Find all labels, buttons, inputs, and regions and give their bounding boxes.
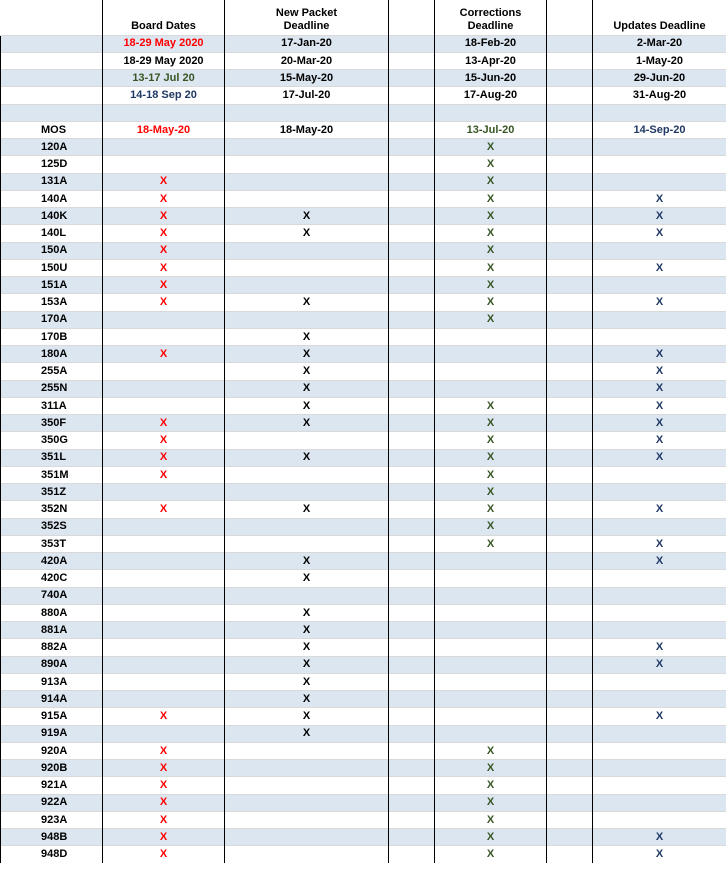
corrections-deadline: 18-Feb-20 [435,35,547,52]
mark-col-2: X [225,294,389,311]
mark-col-4: X [593,535,726,552]
mark-col-3 [435,604,547,621]
mark-col-2: X [225,553,389,570]
mos-row [1,846,726,863]
mark-col-3: X [435,846,547,863]
mos-row [1,294,726,311]
mos-code: 180A [1,346,103,363]
mark-col-2: X [225,725,389,742]
mark-col-2: X [225,708,389,725]
mark-col-2 [225,742,389,759]
mark-col-3: X [435,794,547,811]
mark-col-3 [435,553,547,570]
mos-row [1,725,726,742]
mark-col-3 [435,380,547,397]
mark-col-1 [103,553,225,570]
mark-col-1: X [103,742,225,759]
mark-col-3: X [435,225,547,242]
mark-col-2 [225,139,389,156]
mark-col-4: X [593,656,726,673]
mark-col-1 [103,691,225,708]
mark-col-4 [593,173,726,190]
mos-code: 948D [1,846,103,863]
mark-col-2 [225,311,389,328]
mark-col-2 [225,587,389,604]
mark-col-3 [435,639,547,656]
mark-col-1: X [103,708,225,725]
mark-col-3: X [435,466,547,483]
mos-row [1,639,726,656]
mark-col-4: X [593,225,726,242]
mos-code: 120A [1,139,103,156]
mos-code: 919A [1,725,103,742]
mark-col-4: X [593,501,726,518]
mark-col-1 [103,484,225,501]
mos-code: 420C [1,570,103,587]
mos-row [1,777,726,794]
mos-row [1,242,726,259]
mos-code: 913A [1,673,103,690]
mos-code: 350G [1,432,103,449]
board-date: 18-29 May 2020 [103,52,225,69]
mark-col-3: X [435,173,547,190]
mark-col-2: X [225,656,389,673]
mark-col-3: X [435,501,547,518]
mark-col-3 [435,346,547,363]
mark-col-4: X [593,449,726,466]
mark-col-3: X [435,742,547,759]
mark-col-4 [593,777,726,794]
board-date: 18-29 May 2020 [103,35,225,52]
mark-col-2 [225,190,389,207]
mos-row [1,604,726,621]
mark-col-4 [593,328,726,345]
mos-code: 915A [1,708,103,725]
mos-code: 140A [1,190,103,207]
mark-col-4 [593,518,726,535]
board-date: 13-17 Jul 20 [103,70,225,87]
mark-col-1: X [103,415,225,432]
mos-code: 311A [1,397,103,414]
spacer-row [1,104,726,121]
mark-col-2: X [225,570,389,587]
updates-deadline: 31-Aug-20 [593,87,726,104]
mark-col-1 [103,139,225,156]
mark-col-3: X [435,777,547,794]
mos-code: 881A [1,622,103,639]
mark-col-1: X [103,346,225,363]
mark-col-3 [435,587,547,604]
mark-col-2 [225,760,389,777]
mos-code: 170A [1,311,103,328]
mos-code: 923A [1,811,103,828]
mos-row [1,484,726,501]
mark-col-4 [593,139,726,156]
mark-col-2 [225,484,389,501]
mos-row [1,501,726,518]
mark-col-3: X [435,484,547,501]
mos-row [1,415,726,432]
mos-header-date-2: 18-May-20 [225,121,389,138]
mark-col-4 [593,311,726,328]
mark-col-1: X [103,242,225,259]
mark-col-1: X [103,794,225,811]
mark-col-2: X [225,691,389,708]
mos-header-label: MOS [1,121,103,138]
mark-col-3 [435,708,547,725]
mark-col-2 [225,829,389,846]
header-updates-deadline: Updates Deadline [593,0,726,35]
mos-row [1,466,726,483]
mark-col-4 [593,760,726,777]
mark-col-1 [103,518,225,535]
mark-col-3 [435,673,547,690]
mos-code: 255A [1,363,103,380]
mark-col-3: X [435,190,547,207]
mos-row [1,553,726,570]
mos-row [1,535,726,552]
mark-col-4: X [593,346,726,363]
mos-code: 151A [1,277,103,294]
mark-col-3: X [435,277,547,294]
mark-col-2 [225,259,389,276]
mark-col-2: X [225,328,389,345]
mos-code: 921A [1,777,103,794]
mark-col-1 [103,622,225,639]
mark-col-2 [225,277,389,294]
packet-deadline: 17-Jan-20 [225,35,389,52]
mark-col-4: X [593,190,726,207]
mark-col-1 [103,328,225,345]
mark-col-2 [225,432,389,449]
mark-col-2 [225,794,389,811]
mark-col-3: X [435,397,547,414]
updates-deadline: 1-May-20 [593,52,726,69]
mark-col-2: X [225,346,389,363]
mark-col-3: X [435,535,547,552]
mos-code: 140K [1,208,103,225]
mos-code: 140L [1,225,103,242]
mark-col-3: X [435,156,547,173]
mark-col-4 [593,691,726,708]
mos-code: 125D [1,156,103,173]
mos-code: 351M [1,466,103,483]
mark-col-4 [593,811,726,828]
mark-col-3: X [435,311,547,328]
mos-code: 352N [1,501,103,518]
packet-deadline: 17-Jul-20 [225,87,389,104]
mos-row [1,225,726,242]
mos-code: 131A [1,173,103,190]
mark-col-4: X [593,363,726,380]
mark-col-4: X [593,208,726,225]
mark-col-2: X [225,604,389,621]
board-row [1,87,726,104]
mark-col-2: X [225,415,389,432]
mark-col-1 [103,570,225,587]
mark-col-1: X [103,259,225,276]
mark-col-2: X [225,449,389,466]
mark-col-2: X [225,380,389,397]
mark-col-3 [435,656,547,673]
board-row [1,35,726,52]
mos-row [1,311,726,328]
mark-col-2 [225,811,389,828]
mark-col-2 [225,242,389,259]
mos-row [1,811,726,828]
header-row [1,0,726,35]
mos-code: 153A [1,294,103,311]
mark-col-4 [593,156,726,173]
mos-row [1,708,726,725]
mos-row [1,570,726,587]
mark-col-4 [593,725,726,742]
mark-col-1: X [103,501,225,518]
mark-col-4: X [593,259,726,276]
mos-code: 914A [1,691,103,708]
mark-col-2: X [225,225,389,242]
mos-code: 352S [1,518,103,535]
mark-col-3: X [435,518,547,535]
mark-col-1 [103,156,225,173]
mos-code: 948B [1,829,103,846]
updates-deadline: 29-Jun-20 [593,70,726,87]
mark-col-1: X [103,208,225,225]
mos-code: 255N [1,380,103,397]
mark-col-1: X [103,277,225,294]
mos-code: 920A [1,742,103,759]
mos-code: 150A [1,242,103,259]
mark-col-1 [103,311,225,328]
mos-row [1,346,726,363]
corrections-deadline: 15-Jun-20 [435,70,547,87]
updates-deadline: 2-Mar-20 [593,35,726,52]
mark-col-3 [435,328,547,345]
mos-row [1,190,726,207]
mark-col-2 [225,846,389,863]
mos-code: 740A [1,587,103,604]
mos-row [1,587,726,604]
header-board-dates: Board Dates [103,0,225,35]
mark-col-4 [593,673,726,690]
mark-col-3: X [435,208,547,225]
mos-row [1,794,726,811]
mos-row [1,760,726,777]
mark-col-1 [103,639,225,656]
mark-col-2: X [225,622,389,639]
mos-code: 880A [1,604,103,621]
mark-col-1 [103,725,225,742]
mark-col-4 [593,742,726,759]
mark-col-3 [435,363,547,380]
mos-code: 351Z [1,484,103,501]
mos-row [1,173,726,190]
board-date: 14-18 Sep 20 [103,87,225,104]
mark-col-1: X [103,846,225,863]
mos-code: 351L [1,449,103,466]
board-row [1,70,726,87]
mark-col-1 [103,656,225,673]
mark-col-1: X [103,190,225,207]
mark-col-1: X [103,760,225,777]
mark-col-2 [225,466,389,483]
mos-row [1,139,726,156]
mos-row [1,449,726,466]
mark-col-2 [225,156,389,173]
mark-col-3: X [435,811,547,828]
mark-col-2 [225,518,389,535]
mos-code: 890A [1,656,103,673]
mos-code: 420A [1,553,103,570]
mark-col-4: X [593,553,726,570]
mos-row [1,691,726,708]
mark-col-1: X [103,225,225,242]
mark-col-3: X [435,294,547,311]
mos-row [1,363,726,380]
mos-row [1,742,726,759]
mos-row [1,328,726,345]
mos-code: 920B [1,760,103,777]
mark-col-1: X [103,777,225,794]
mos-row [1,259,726,276]
mark-col-2: X [225,501,389,518]
mark-col-1 [103,397,225,414]
mark-col-2: X [225,639,389,656]
mark-col-1: X [103,294,225,311]
mark-col-3: X [435,242,547,259]
mos-code: 882A [1,639,103,656]
mark-col-1 [103,587,225,604]
mark-col-4: X [593,639,726,656]
mark-col-2: X [225,363,389,380]
mark-col-4: X [593,432,726,449]
mark-col-4: X [593,846,726,863]
mark-col-4 [593,484,726,501]
mark-col-4 [593,794,726,811]
mos-header-date-1: 18-May-20 [103,121,225,138]
mark-col-3: X [435,449,547,466]
packet-deadline: 15-May-20 [225,70,389,87]
mark-col-1 [103,604,225,621]
mark-col-4: X [593,294,726,311]
mos-code: 922A [1,794,103,811]
mark-col-2 [225,173,389,190]
mark-col-2: X [225,673,389,690]
mark-col-4 [593,570,726,587]
mark-col-3 [435,691,547,708]
corrections-deadline: 13-Apr-20 [435,52,547,69]
mos-code: 170B [1,328,103,345]
mark-col-1: X [103,173,225,190]
mos-row [1,673,726,690]
corrections-deadline: 17-Aug-20 [435,87,547,104]
mark-col-4 [593,242,726,259]
packet-deadline: 20-Mar-20 [225,52,389,69]
mark-col-4: X [593,708,726,725]
mark-col-3: X [435,829,547,846]
mark-col-4: X [593,380,726,397]
mark-col-1: X [103,466,225,483]
mark-col-1 [103,363,225,380]
header-corrections-deadline: Corrections Deadline [435,0,547,35]
mark-col-1: X [103,811,225,828]
mark-col-1 [103,535,225,552]
mark-col-2 [225,777,389,794]
mark-col-3: X [435,432,547,449]
mark-col-3 [435,725,547,742]
header-new-packet-deadline: New Packet Deadline [225,0,389,35]
mos-row [1,277,726,294]
mos-row [1,656,726,673]
mark-col-4: X [593,415,726,432]
mos-row [1,518,726,535]
mos-row [1,208,726,225]
mos-row [1,397,726,414]
mos-row [1,156,726,173]
mark-col-1 [103,380,225,397]
mark-col-1: X [103,432,225,449]
mark-col-1: X [103,449,225,466]
mark-col-4 [593,604,726,621]
mark-col-2 [225,535,389,552]
mos-code: 353T [1,535,103,552]
mark-col-2: X [225,208,389,225]
mark-col-3: X [435,760,547,777]
mark-col-3: X [435,415,547,432]
mark-col-3 [435,570,547,587]
mos-code: 150U [1,259,103,276]
mark-col-4 [593,466,726,483]
mark-col-4: X [593,397,726,414]
mark-col-1 [103,673,225,690]
mos-row [1,432,726,449]
mos-row [1,622,726,639]
mos-header-row [1,121,726,138]
mos-row [1,380,726,397]
mark-col-4 [593,622,726,639]
mark-col-3 [435,622,547,639]
mark-col-4: X [593,829,726,846]
mos-code: 350F [1,415,103,432]
board-row [1,52,726,69]
mark-col-3: X [435,259,547,276]
mark-col-3: X [435,139,547,156]
mos-header-date-4: 14-Sep-20 [593,121,726,138]
mos-header-date-3: 13-Jul-20 [435,121,547,138]
mark-col-4 [593,277,726,294]
mark-col-2: X [225,397,389,414]
mark-col-4 [593,587,726,604]
mos-row [1,829,726,846]
mark-col-1: X [103,829,225,846]
